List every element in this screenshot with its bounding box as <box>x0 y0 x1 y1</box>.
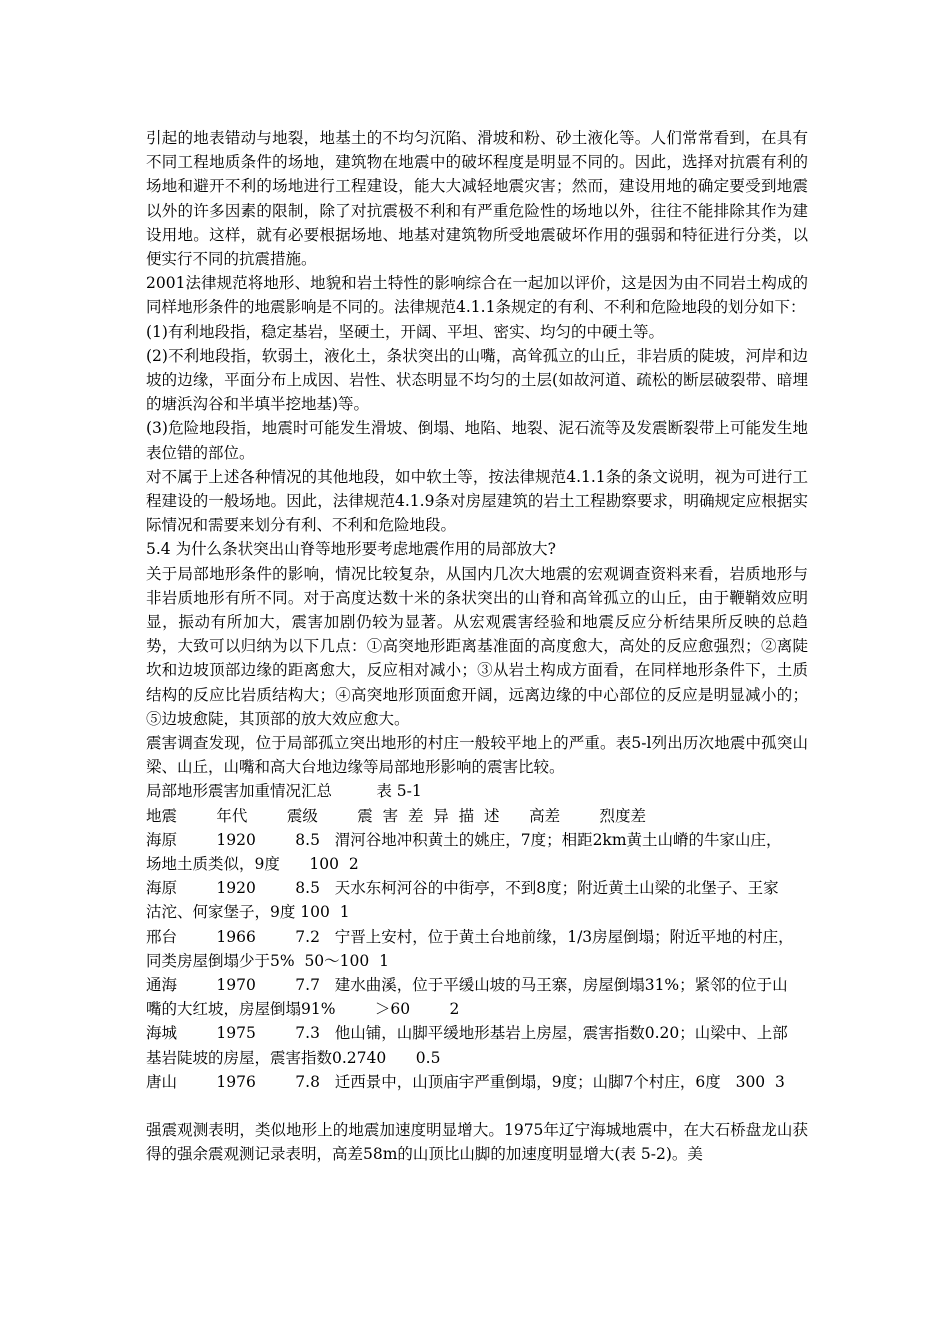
table-row-line-2: 场地土质类似，9度 100 2 <box>146 855 359 874</box>
table-row <box>146 1021 808 1069</box>
table-row-line-1: 唐山 1976 7.8 迁西景中，山顶庙宇严重倒塌，9度；山脚7个村庄，6度 300 3 <box>146 1072 785 1091</box>
table-row <box>146 973 808 1021</box>
paragraph-general-site: 对不属于上述各种情况的其他地段，如中软土等，按法律规范4.1.1条的条文说明，视为可进行工程建设的一般场地。因此，法律规范4.1.9条对房屋建筑的岩土工程勘察要求，明确规定应根据实际情况和需要来划分有利、不利和危险地段。 <box>146 467 808 535</box>
blank-line <box>146 1094 808 1118</box>
table-row-line-2: 同类房屋倒塌少于5% 50～100 1 <box>146 951 389 970</box>
paragraph-favorable-section: (1)有利地段指，稳定基岩，坚硬土，开阔、平坦、密实、均匀的中硬土等。 <box>146 322 664 341</box>
paragraph-damage-survey: 震害调查发现，位于局部孤立突出地形的村庄一般较平地上的严重。表5-l列出历次地震中孤突山梁、山丘，山嘴和高大台地边缘等局部地形影响的震害比较。 <box>146 734 808 777</box>
section-heading-5-4: 5.4 为什么条状突出山脊等地形要考虑地震作用的局部放大? <box>146 540 556 559</box>
paragraph-strong-motion: 强震观测表明，类似地形上的地震加速度明显增大。1975年辽宁海城地震中，在大石桥盘龙山获得的强余震观测记录表明，高差58m的山顶比山脚的加速度明显增大(表 5-2)。美 <box>146 1120 808 1164</box>
table-row <box>146 828 808 876</box>
paragraph-local-topography: 关于局部地形条件的影响，情况比较复杂，从国内几次大地震的宏观调查资料来看，岩质地形与非岩质地形有所不同。对于高度达数十米的条状突出的山脊和高耸孤立的山丘，由于鞭鞘效应明显，振动有所加大，震害加剧仍较为显著。从宏观震害经验和地震反应分析结果所反映的总趋势，大致可以归纳为以下几点：①高突地形距离基准面的高度愈大，高处的反应愈强烈；②离陡坎和边坡顶部边缘的距离愈大，反应相对减小；③从岩土构成方面看，在同样地形条件下，土质结构的反应比岩质结构大；④高突地形顶面愈开阔，远离边缘的中心部位的反应是明显减小的；⑤边坡愈陡，其顶部的放大效应愈大。 <box>146 564 808 728</box>
paragraph-2001-code: 2001法律规范将地形、地貌和岩土特性的影响综合在一起加以评价，这是因为由不同岩土构成的同样地形条件的地震影响是不同的。法律规范4.1.1条规定的有利、不利和危险地段的划分如下： <box>146 274 808 317</box>
table-row <box>146 876 808 924</box>
document-page <box>146 126 808 1166</box>
table-row <box>146 1070 808 1094</box>
paragraph-unfavorable-section: (2)不利地段指，软弱土，液化土，条状突出的山嘴，高耸孤立的山丘，非岩质的陡坡，河岸和边坡的边缘，平面分布上成因、岩性、状态明显不均匀的土层(如故河道、疏松的断层破裂带、暗埋的塘浜沟谷和半填半挖地基)等。 <box>146 346 808 414</box>
paragraph-dangerous-section: (3)危险地段指，地震时可能发生滑坡、倒塌、地陷、地裂、泥石流等及发震断裂带上可能发生地表位错的部位。 <box>146 419 808 462</box>
table-row-line-2: 沽沱、何家堡子，9度 100 1 <box>146 903 350 922</box>
table-row-line-1: 海原 1920 8.5 天水东柯河谷的中街亭，不到8度；附近黄土山梁的北堡子、王家 <box>146 879 779 898</box>
table-row-line-1: 通海 1970 7.7 建水曲溪，位于平缓山坡的马王寨，房屋倒塌31%；紧邻的位于山 <box>146 975 788 994</box>
table-row-line-1: 邢台 1966 7.2 宁晋上安村，位于黄土台地前缘，1/3房屋倒塌；附近平地的村庄， <box>146 927 794 946</box>
table-header: 地震 年代 震级 震 害 差 异 描 述 高差 烈度差 <box>146 806 646 825</box>
table-row-line-1: 海原 1920 8.5 渭河谷地冲积黄土的姚庄，7度；相距2km黄土山嵴的牛家山庄， <box>146 830 782 849</box>
table-caption: 局部地形震害加重情况汇总 表 5-1 <box>146 782 422 801</box>
paragraph-site-classification: 引起的地表错动与地裂，地基土的不均匀沉陷、滑坡和粉、砂土液化等。人们常常看到，在具有不同工程地质条件的场地，建筑物在地震中的破坏程度是明显不同的。因此，选择对抗震有利的场地和避开不利的场地进行工程建设，能大大减轻地震灾害；然而，建设用地的确定要受到地震以外的许多因素的限制，除了对抗震极不利和有严重危险性的场地以外，往往不能排除其作为建设用地。这样，就有必要根据场地、地基对建筑物所受地震破坏作用的强弱和特征进行分类，以便实行不同的抗震措施。 <box>146 129 808 269</box>
table-row-line-2: 嘴的大红坡，房屋倒塌91% ＞60 2 <box>146 1000 460 1019</box>
table-row <box>146 925 808 973</box>
table-row-line-2: 基岩陡坡的房屋，震害指数0.2740 0.5 <box>146 1048 441 1067</box>
table-row-line-1: 海城 1975 7.3 他山铺，山脚平缓地形基岩上房屋，震害指数0.20；山梁中、上部 <box>146 1024 788 1043</box>
